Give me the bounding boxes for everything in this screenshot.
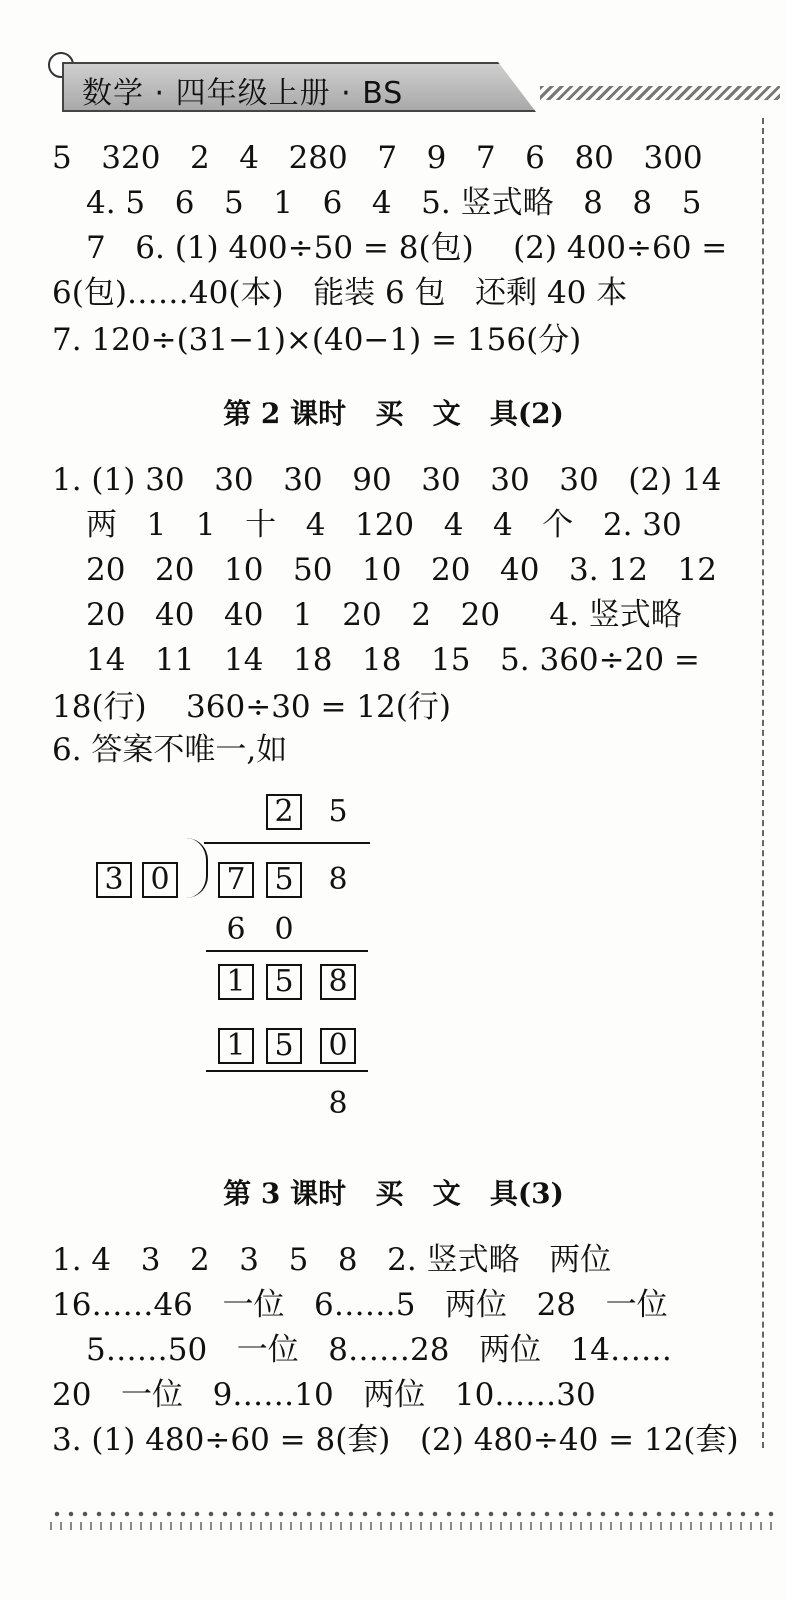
- text-line: 5……50 一位 8……28 两位 14……: [86, 1332, 673, 1368]
- text-line: 3. (1) 480÷60 = 8(套) (2) 480÷40 = 12(套): [52, 1422, 739, 1458]
- answer-box: 5: [266, 1028, 302, 1064]
- text-line: 7 6. (1) 400÷50 = 8(包) (2) 400÷60 =: [86, 230, 728, 266]
- subtrahend-digit: 6: [226, 912, 246, 947]
- answer-box: 0: [320, 1028, 356, 1064]
- division-rule: [206, 950, 368, 952]
- footer-decoration: [50, 1522, 780, 1530]
- text-line: 18(行) 360÷30 = 12(行): [52, 689, 451, 725]
- lesson-heading: 第 2 课时 买 文 具(2): [223, 397, 564, 430]
- answer-box: 1: [218, 964, 254, 1000]
- text-line: 16……46 一位 6……5 两位 28 一位: [52, 1287, 668, 1323]
- answer-box: 0: [142, 862, 178, 898]
- lesson-heading: 第 3 课时 买 文 具(3): [223, 1177, 564, 1210]
- text-line: 14 11 14 18 18 15 5. 360÷20 =: [86, 642, 700, 678]
- answer-box: 8: [320, 964, 356, 1000]
- margin-line: [762, 118, 764, 1448]
- text-line: 20 20 10 50 10 20 40 3. 12 12: [86, 552, 717, 588]
- text-line: 1. (1) 30 30 30 90 30 30 30 (2) 14: [52, 462, 722, 498]
- text-line: 7. 120÷(31−1)×(40−1) = 156(分): [52, 322, 582, 358]
- text-line: 6(包)……40(本) 能装 6 包 还剩 40 本: [52, 275, 628, 311]
- answer-box: 7: [218, 862, 254, 898]
- division-bracket: [186, 838, 208, 898]
- header-title: 数学 · 四年级上册 · BS: [82, 76, 404, 111]
- text-line: 两 1 1 十 4 120 4 4 个 2. 30: [86, 507, 682, 543]
- dividend-digit: 8: [328, 862, 348, 897]
- footer-decoration: [50, 1508, 780, 1520]
- quotient-digit: 5: [328, 794, 348, 829]
- answer-box: 5: [266, 964, 302, 1000]
- division-rule: [206, 1070, 368, 1072]
- subtrahend-digit: 0: [274, 912, 294, 947]
- text-line: 5 320 2 4 280 7 9 7 6 80 300: [52, 140, 703, 176]
- answer-box: 1: [218, 1028, 254, 1064]
- answer-box: 3: [96, 862, 132, 898]
- text-line: 20 一位 9……10 两位 10……30: [52, 1377, 596, 1413]
- text-line: 6. 答案不唯一,如: [52, 732, 288, 768]
- page-header: [48, 52, 768, 114]
- answer-box: 2: [266, 794, 302, 830]
- text-line: 4. 5 6 5 1 6 4 5. 竖式略 8 8 5: [86, 185, 702, 221]
- answer-box: 5: [266, 862, 302, 898]
- remainder-digit: 8: [328, 1086, 348, 1121]
- text-line: 20 40 40 1 20 2 20 4. 竖式略: [86, 597, 682, 633]
- header-decoration: [540, 86, 780, 100]
- text-line: 1. 4 3 2 3 5 8 2. 竖式略 两位: [52, 1242, 612, 1278]
- division-bar: [204, 842, 370, 844]
